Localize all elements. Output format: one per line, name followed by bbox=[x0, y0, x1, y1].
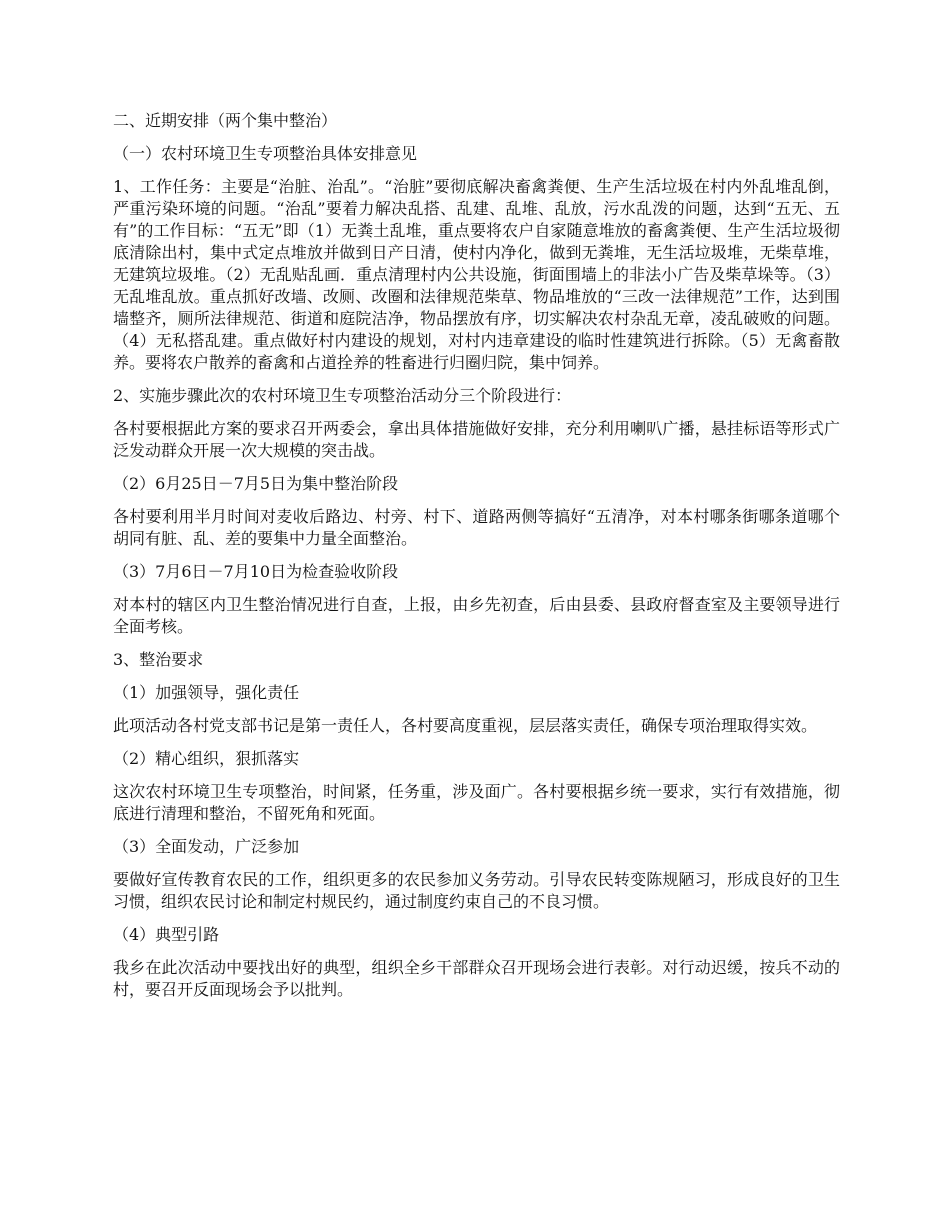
subsection-heading: （一）农村环境卫生专项整治具体安排意见 bbox=[113, 144, 418, 163]
stage-2-heading: （2）6月25日－7月5日为集中整治阶段 bbox=[113, 474, 399, 493]
paragraph-mobilization: 各村要根据此方案的要求召开两委会，拿出具体措施做好安排，充分利用喇叭广播，悬挂标语等形式广泛发动群众开展一次大规模的突击战。 bbox=[113, 419, 840, 460]
paragraph-work-tasks: 1、工作任务：主要是“治脏、治乱”。“治脏”要彻底解决畜禽粪便、生产生活垃圾在村内外乱堆乱倒，严重污染环境的问题。“治乱”要着力解决乱搭、乱建、乱堆、乱放，污水乱泼的问题，达到“五无、五有”的工作目标：“五无”即（1）无粪土乱堆，重点要将农户自家随意堆放的畜禽粪便、生产生活垃圾彻底清除出村，集中式定点堆放并做到日产日清，使村内净化，做到无粪堆，无生活垃圾堆，无柴草堆，无建筑垃圾堆。（2）无乱贴乱画．重点清理村内公共设施，街面围墙上的非法小广告及柴草垛等。（3）无乱堆乱放。重点抓好改墙、改厕、改圈和法律规范柴草、物品堆放的“三改一法律规范”工作，达到围墙整齐，厕所法律规范、街道和庭院洁净，物品摆放有序，切实解决农村杂乱无章，凌乱破败的问题。（4）无私搭乱建。重点做好村内建设的规划，对村内违章建设的临时性建筑进行拆除。（5）无禽畜散养。要将农户散养的畜禽和占道拴养的牲畜进行归圈归院，集中饲养。 bbox=[113, 177, 840, 372]
paragraph-steps-heading: 2、实施步骤此次的农村环境卫生专项整治活动分三个阶段进行： bbox=[113, 386, 572, 405]
stage-3-heading: （3）7月6日－7月10日为检查验收阶段 bbox=[113, 562, 399, 581]
paragraph-stage-3: 对本村的辖区内卫生整治情况进行自查，上报，由乡先初查，后由县委、县政府督查室及主要领导进行全面考核。 bbox=[113, 595, 840, 636]
requirement-4-heading: （4）典型引路 bbox=[113, 925, 220, 944]
paragraph-requirement-3: 要做好宣传教育农民的工作，组织更多的农民参加义务劳动。引导农民转变陈规陋习，形成良好的卫生习惯，组织农民讨论和制定村规民约，通过制度约束自己的不良习惯。 bbox=[113, 870, 840, 911]
paragraph-requirement-1: 此项活动各村党支部书记是第一责任人，各村要高度重视，层层落实责任，确保专项治理取得实效。 bbox=[113, 716, 818, 735]
requirement-2-heading: （2）精心组织，狠抓落实 bbox=[113, 749, 300, 768]
document-body bbox=[113, 110, 840, 1012]
requirements-heading: 3、整治要求 bbox=[113, 650, 204, 669]
section-heading: 二、近期安排（两个集中整治） bbox=[113, 111, 338, 130]
requirement-3-heading: （3）全面发动，广泛参加 bbox=[113, 837, 300, 856]
paragraph-stage-2: 各村要利用半月时间对麦收后路边、村旁、村下、道路两侧等搞好“五清净，对本村哪条街哪条道哪个胡同有脏、乱、差的要集中力量全面整治。 bbox=[113, 507, 840, 548]
paragraph-requirement-2: 这次农村环境卫生专项整治，时间紧，任务重，涉及面广。各村要根据乡统一要求，实行有效措施，彻底进行清理和整治，不留死角和死面。 bbox=[113, 782, 840, 823]
requirement-1-heading: （1）加强领导，强化责任 bbox=[113, 683, 300, 702]
paragraph-requirement-4: 我乡在此次活动中要找出好的典型，组织全乡干部群众召开现场会进行表彰。对行动迟缓，按兵不动的村，要召开反面现场会予以批判。 bbox=[113, 958, 840, 999]
